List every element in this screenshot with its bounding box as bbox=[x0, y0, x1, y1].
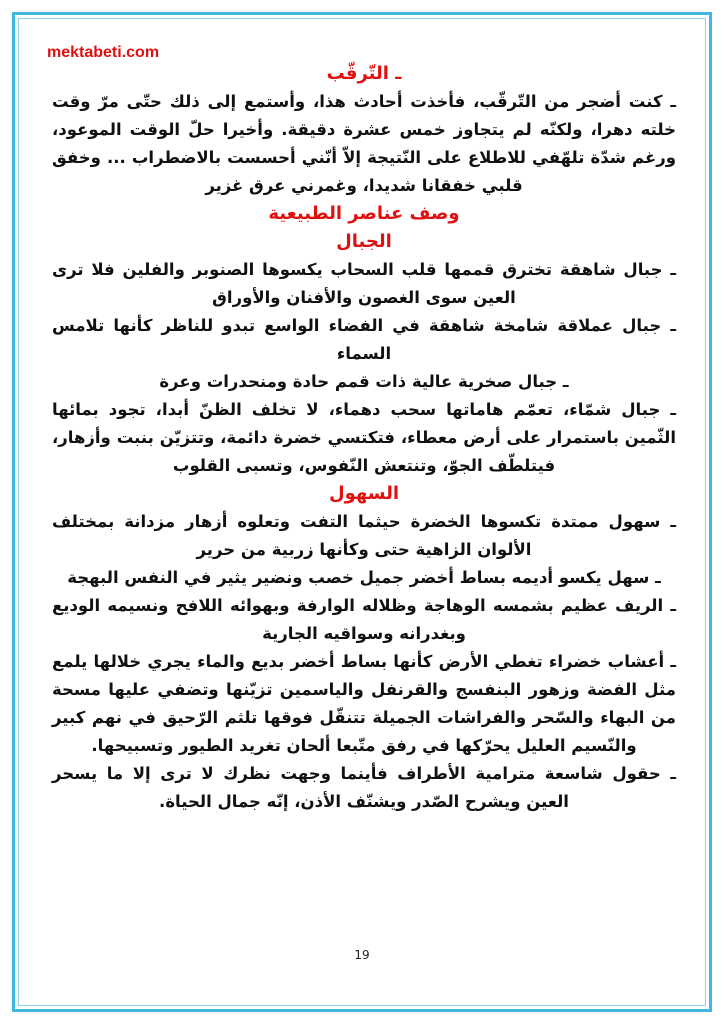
paragraph-mountains-3: ـ جبال صخرية عالية ذات قمم حادة ومنحدرات وعرة bbox=[159, 372, 569, 391]
paragraph-anticipation: ـ كنت أضجر من التّرقّب، فأخذت أحادث هذا، وأستمع إلى ذلك حتّى مرّ وقت خلته دهرا، ولكنّه لم يتجاوز خمس عشرة دقيقة. وأخيرا حلّ الوقت الموعود، ورغم شدّة تلهّفي للاطلاع على النّتيجة إلاّ أنّني أحسست بالاضطراب ... وخفق قلبي خفقانا شديدا، وغمرني عرق غزير bbox=[52, 92, 676, 195]
paragraph-plains-2: ـ سهل يكسو أديمه بساط أخضر جميل خصب ونضير يثير في النفس البهجة bbox=[67, 568, 661, 587]
heading-mountains: الجبال bbox=[336, 231, 392, 252]
paragraph-plains-1: ـ سهول ممتدة تكسوها الخضرة حيثما التفت وتعلوه أزهار مزدانة بمختلف الألوان الزاهية حتى وكأنها زربية من حرير bbox=[52, 512, 676, 559]
heading-anticipation: ـ التّرقّب bbox=[326, 63, 402, 84]
paragraph-mountains-1: ـ جبال شاهقة تخترق قممها قلب السحاب يكسوها الصنوبر والفلين فلا ترى العين سوى الغصون والأفنان والأوراق bbox=[52, 260, 676, 307]
heading-nature-elements: وصف عناصر الطبيعية bbox=[268, 203, 460, 224]
paragraph-plains-4: ـ أعشاب خضراء تغطي الأرض كأنها بساط أخضر بديع والماء يجري خلالها يلمع مثل الفضة وزهور البنفسج والقرنفل والياسمين تزيّنها وتضفي عليها مسحة من البهاء والسّحر والفراشات الجميلة تتنقّل فوقها تلثم الرّحيق في نهم كبير والنّسيم العليل يحرّكها في رفق متّبعا ألحان تغريد الطيور وتسبيحها. bbox=[52, 652, 676, 755]
paragraph-mountains-2: ـ جبال عملاقة شامخة شاهقة في الفضاء الواسع تبدو للناظر كأنها تلامس السماء bbox=[52, 316, 676, 363]
paragraph-plains-3: ـ الريف عظيم بشمسه الوهاجة وظلاله الوارفة وبهوائه اللافح ونسيمه الوديع وبغدرانه وسواقيه الجارية bbox=[52, 596, 676, 643]
page-number: 19 bbox=[354, 948, 370, 962]
heading-plains: السهول bbox=[328, 483, 400, 504]
site-watermark-text: mektabeti.com bbox=[47, 44, 160, 61]
paragraph-plains-5: ـ حقول شاسعة مترامية الأطراف فأينما وجهت نظرك لا ترى إلا ما يسحر العين ويشرح الصّدر ويشنّف الأذن، إنّه جمال الحياة. bbox=[52, 764, 676, 811]
document-body bbox=[52, 60, 676, 816]
paragraph-mountains-4: ـ جبال شمّاء، تعمّم هاماتها سحب دهماء، لا تخلف الظنّ أبدا، تجود بمائها الثّمين باستمرار على أرض معطاء، فتكتسي خضرة دائمة، وتتزيّن بنبت وأزهار، فيتلطّف الجوّ، وتنتعش النّفوس، وتسبى القلوب bbox=[52, 400, 676, 475]
